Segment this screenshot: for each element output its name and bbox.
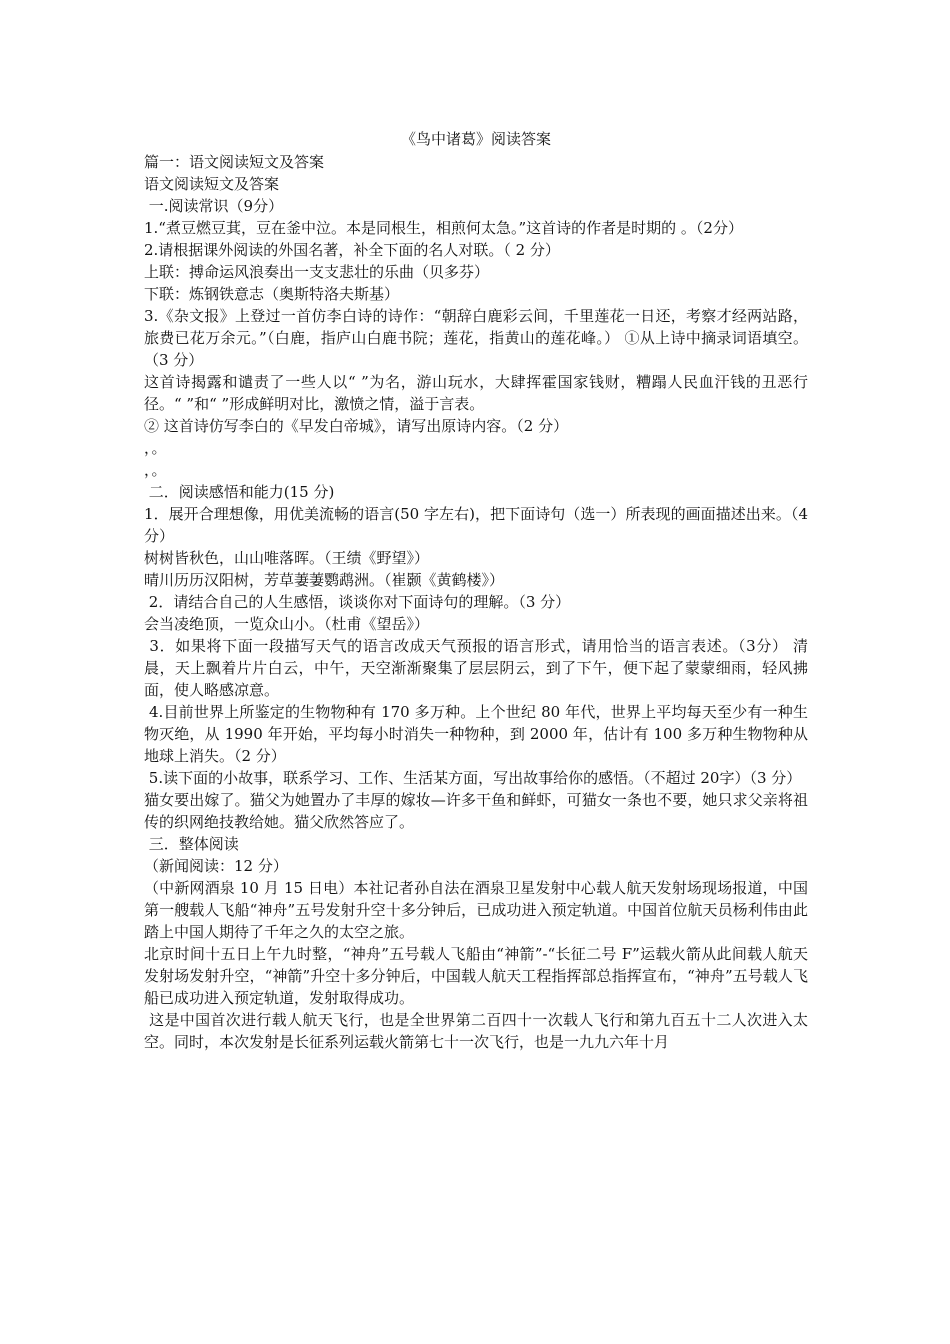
paragraph: （新闻阅读：12 分）: [144, 857, 288, 875]
paragraph: 语文阅读短文及答案: [144, 175, 280, 193]
paragraph: 这是中国首次进行载人航天飞行，也是全世界第二百四十一次载人飞行和第九百五十二人次进入太空。同时，本次发射是长征系列运载火箭第七十一次飞行，也是一九九六年十月: [144, 1011, 808, 1051]
document-page: [144, 128, 813, 1053]
paragraph: 会当凌绝顶，一览众山小。（杜甫《望岳》）: [144, 615, 430, 633]
paragraph: 2．请结合自己的人生感悟，谈谈你对下面诗句的理解。（3 分）: [144, 593, 571, 611]
paragraph: 三．整体阅读: [144, 835, 239, 853]
paragraph: 5.读下面的小故事，联系学习、工作、生活某方面，写出故事给你的感悟。（不超过 20字）（3 分）: [144, 769, 802, 787]
paragraph: 晴川历历汉阳树，芳草萋萋鹦鹉洲。（崔颢《黄鹤楼》）: [144, 571, 505, 589]
paragraph: ，。: [144, 439, 167, 457]
paragraph: 1.“煮豆燃豆萁，豆在釜中泣。本是同根生，相煎何太急。”这首诗的作者是时期的 。（2分）: [144, 219, 743, 237]
paragraph: 二．阅读感悟和能力(15 分): [144, 483, 335, 501]
paragraph: 2.请根据课外阅读的外国名著，补全下面的名人对联。（ 2 分）: [144, 241, 560, 259]
paragraph: 这首诗揭露和谴责了一些人以“ ”为名，游山玩水，大肆挥霍国家钱财，糟蹋人民血汗钱的丑恶行径。“ ”和“ ”形成鲜明对比，激愤之情，溢于言表。: [144, 373, 808, 413]
paragraph: 北京时间十五日上午九时整，“神舟”五号载人飞船由“神箭”-“长征二号 F”运载火箭从此间载人航天发射场发射升空，“神箭”升空十多分钟后，中国载人航天工程指挥部总指挥宣布，“神舟”五号载人飞船已成功进入预定轨道，发射取得成功。: [144, 945, 808, 1007]
document-title: 《鸟中诸葛》阅读答案: [400, 130, 551, 148]
paragraph: （中新网酒泉 10 月 15 日电）本社记者孙自法在酒泉卫星发射中心载人航天发射场现场报道，中国第一艘载人飞船“神舟”五号发射升空十多分钟后，已成功进入预定轨道。中国首位航天员杨利伟由此踏上中国人期待了千年之久的太空之旅。: [144, 879, 808, 941]
paragraph: 上联：搏命运风浪奏出一支支悲壮的乐曲（贝多芬）: [144, 263, 490, 281]
paragraph: 1．展开合理想像，用优美流畅的语言(50 字左右)，把下面诗句（选一）所表现的画面描述出来。（4 分）: [144, 505, 813, 545]
paragraph: 猫女要出嫁了。猫父为她置办了丰厚的嫁妆—许多干鱼和鲜虾，可猫女一条也不要，她只求父亲将祖传的织网绝技教给她。猫父欣然答应了。: [144, 791, 808, 831]
paragraph: 3．如果将下面一段描写天气的语言改成天气预报的语言形式，请用恰当的语言表述。（3分） 清晨，天上飘着片片白云，中午，天空渐渐聚集了层层阴云，到了下午，便下起了蒙蒙细雨，轻风拂面，使人略感凉意。: [144, 637, 808, 699]
paragraph: 3.《杂文报》上登过一首仿李白诗的诗作：“朝辞白鹿彩云间，千里莲花一日还，考察才经两站路，旅费已花万余元。”（白鹿，指庐山白鹿书院；莲花，指黄山的莲花峰。） ①从上诗中摘录词语填空。（3 分）: [144, 307, 808, 369]
paragraph: 下联：炼钢铁意志（奥斯特洛夫斯基）: [144, 285, 400, 303]
paragraph: 篇一：语文阅读短文及答案: [144, 153, 325, 171]
paragraph: 4.目前世界上所鉴定的生物物种有 170 多万种。上个世纪 80 年代，世界上平均每天至少有一种生物灭绝，从 1990 年开始，平均每小时消失一种物种，到 2000 年，估计有 100 多万种生物物种从地球上消失。（2 分）: [144, 703, 808, 765]
paragraph: 树树皆秋色，山山唯落晖。（王绩《野望》）: [144, 549, 430, 567]
paragraph: 一.阅读常识（9分）: [144, 197, 284, 215]
document-body: [144, 151, 813, 1053]
paragraph: ② 这首诗仿写李白的《早发白帝城》，请写出原诗内容。（2 分）: [144, 417, 569, 435]
paragraph: ，。: [144, 461, 167, 479]
